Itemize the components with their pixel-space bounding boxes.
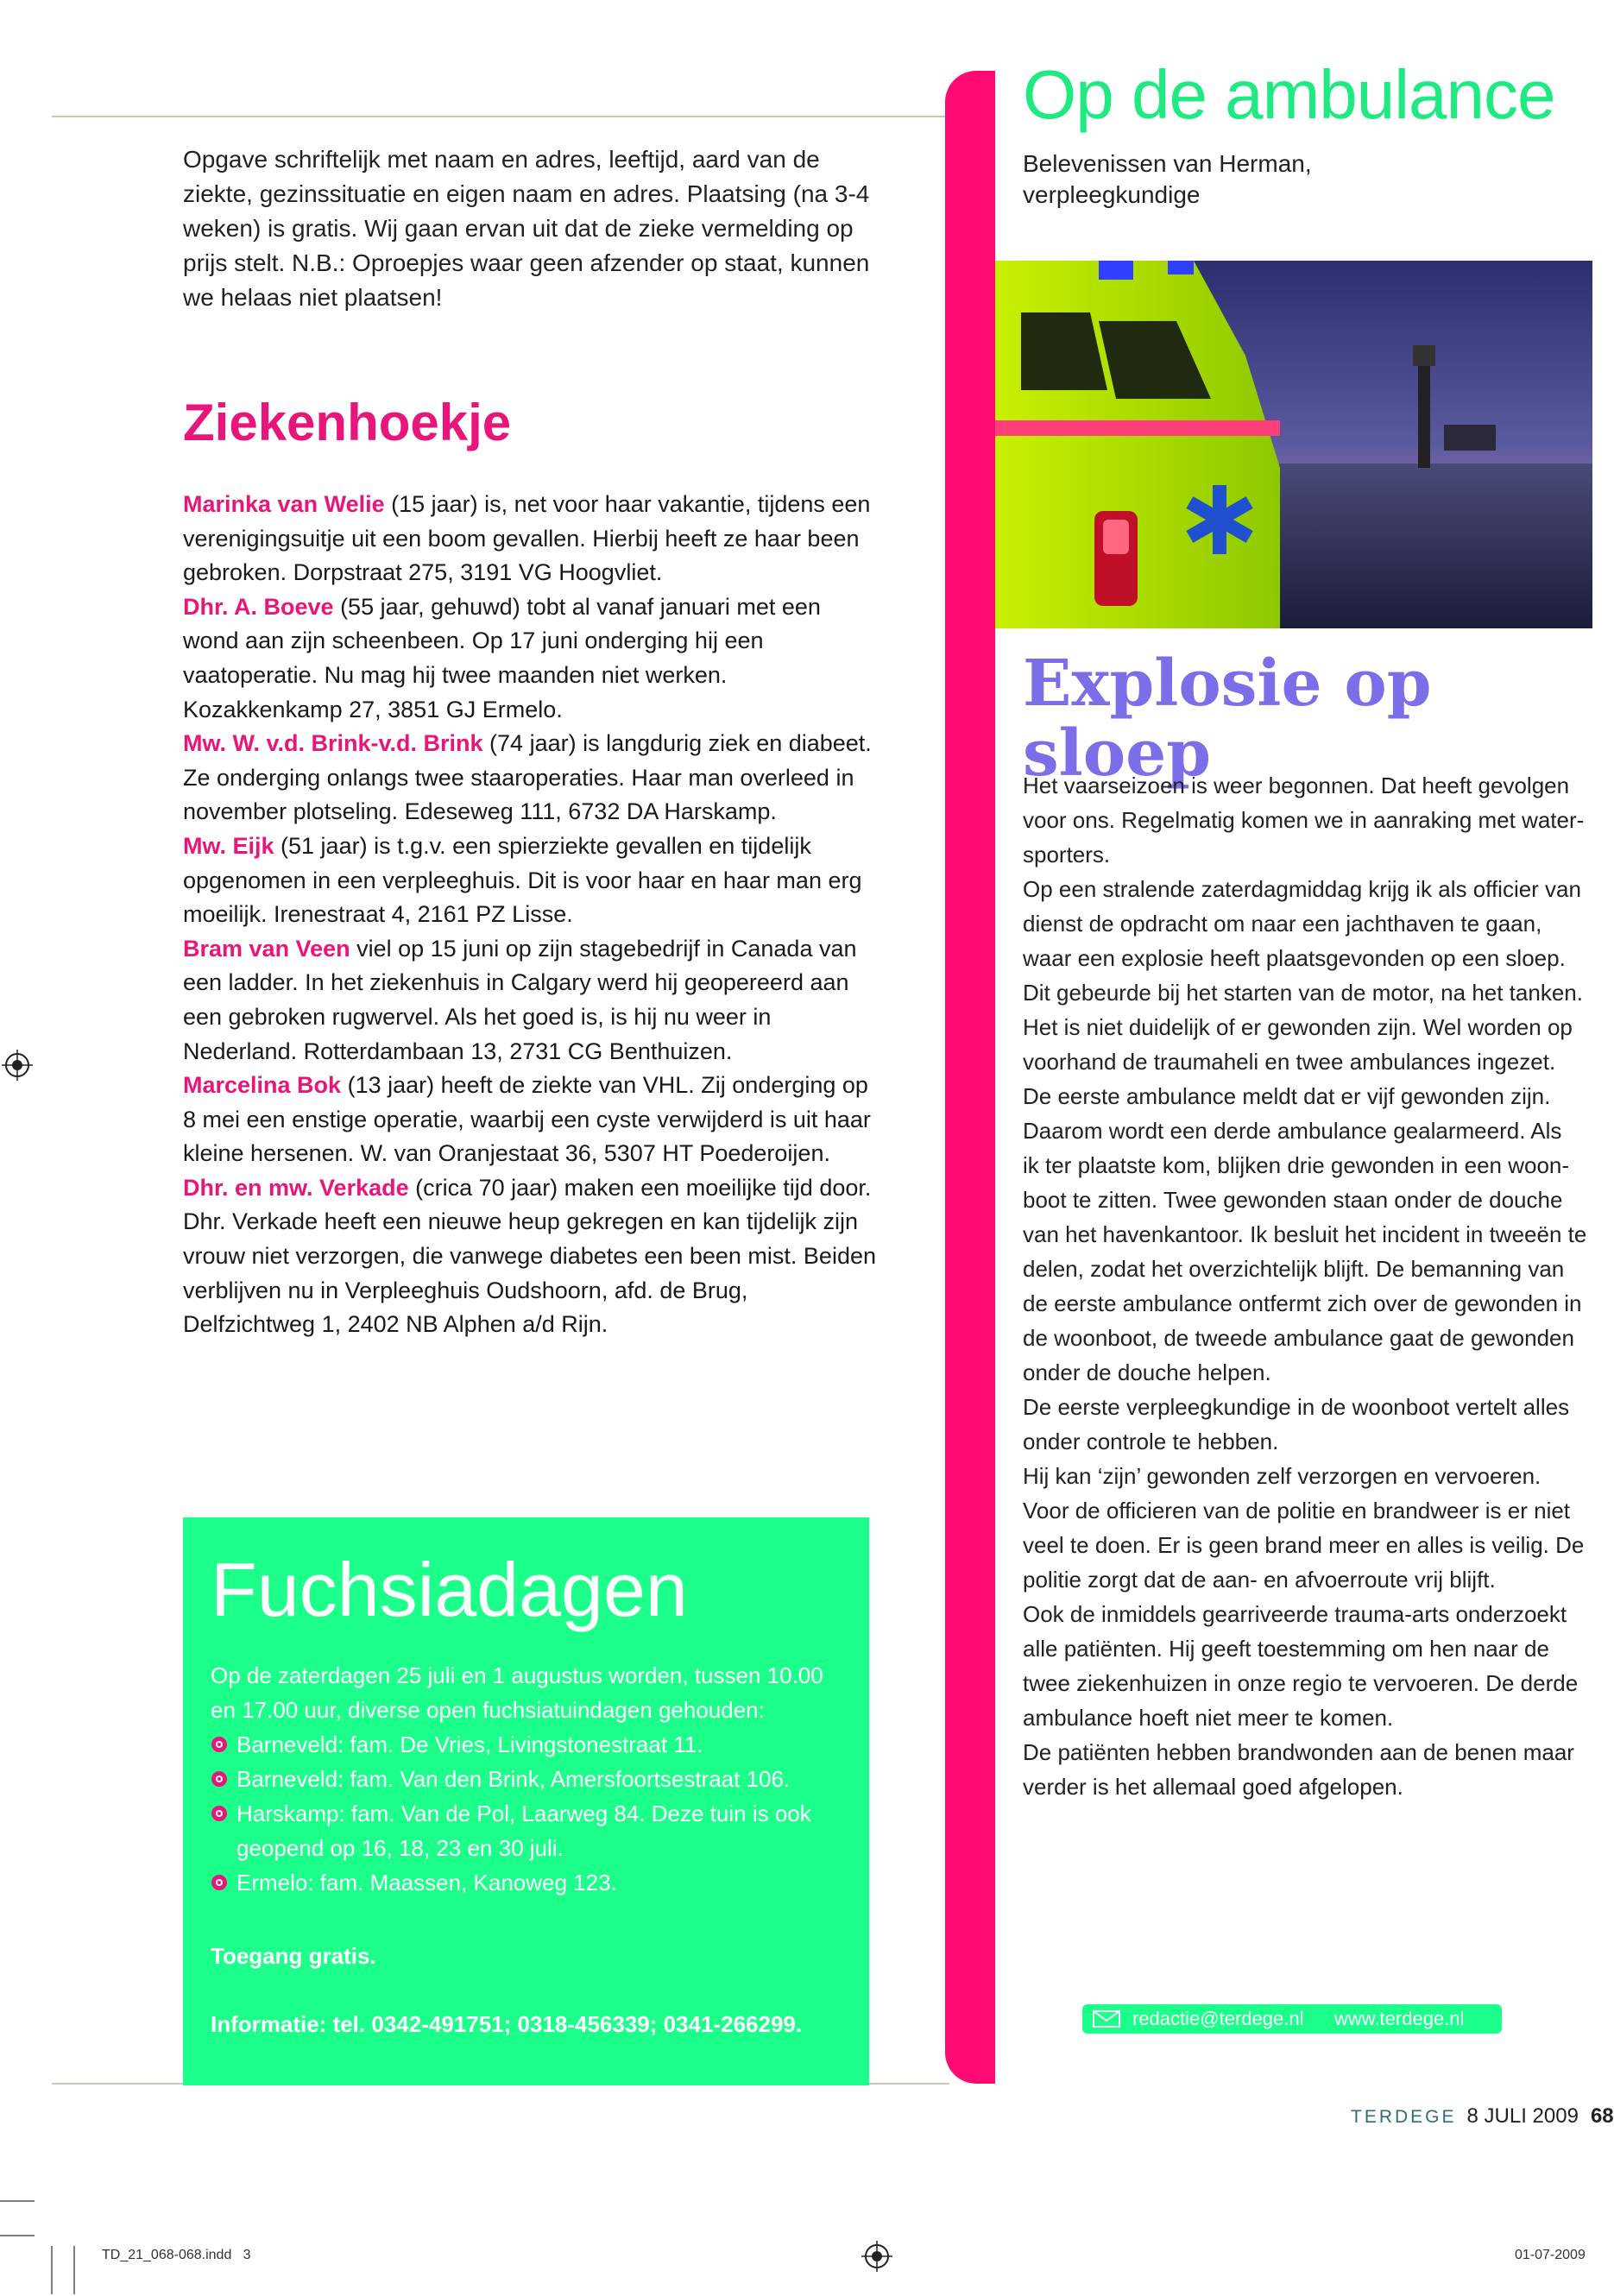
notice-name: Mw. Eijk	[183, 832, 274, 859]
notice-item	[183, 727, 882, 829]
fuchsia-item-text: Harskamp: fam. Van de Pol, Laarweg 84. Deze tuin is ook geopend op 16, 18, 23 en 30 juli.	[236, 1801, 811, 1861]
article-line: Dit gebeurde bij het starten van de motor, na het tanken.	[1023, 980, 1583, 1006]
flower-bullet-icon	[211, 1805, 228, 1822]
flower-bullet-icon	[211, 1770, 228, 1788]
notice-item	[183, 488, 882, 590]
article-line: veel te doen. Er is geen brand meer en alles is veilig. De	[1023, 1532, 1585, 1558]
footer-date: 8 JULI 2009	[1466, 2104, 1579, 2128]
crop-marks	[0, 2192, 86, 2296]
article-line: twee ziekenhuizen in onze regio te vervoeren. De derde	[1023, 1670, 1579, 1696]
ambulance-photo	[995, 261, 1592, 628]
fuchsia-info: Informatie: tel. 0342-491751; 0318-456339; 0341-266299.	[211, 2011, 803, 2037]
fuchsia-item-text: Barneveld: fam. Van den Brink, Amersfoortsestraat 106.	[236, 1766, 791, 1792]
fuchsia-list	[211, 1727, 849, 1900]
notice-text: (55 jaar, gehuwd) tobt al vanaf januari met een wond aan zijn scheenbeen. Op 17 juni onderging hij een vaatoperatie. Nu mag hij twee maanden niet werken. Kozakkenkamp 27, 3851 GJ Ermelo.	[183, 593, 821, 722]
article-line: De patiënten hebben brandwonden aan de benen maar	[1023, 1739, 1574, 1765]
article-line: ambulance hoeft niet meer te komen.	[1023, 1705, 1394, 1731]
fuchsia-box	[183, 1517, 869, 2085]
article-line: Het is niet duidelijk of er gewonden zijn. Wel worden op	[1023, 1014, 1573, 1040]
notice-name: Mw. W. v.d. Brink-v.d. Brink	[183, 730, 483, 757]
article-line: Voor de officieren van de politie en brandweer is er niet	[1023, 1498, 1571, 1523]
article-line: ik ter plaatste kom, blijken drie gewonden in een woon-	[1023, 1152, 1570, 1178]
article-line: onder de douche helpen.	[1023, 1359, 1271, 1385]
notice-item	[183, 932, 882, 1069]
section-title: Ziekenhoekje	[183, 394, 512, 451]
article-line: Het vaarseizoen is weer begonnen. Dat heeft gevolgen	[1023, 773, 1570, 798]
notice-name: Marcelina Bok	[183, 1072, 342, 1099]
article-line: de woonboot, de tweede ambulance gaat de gewonden	[1023, 1325, 1574, 1351]
contact-website-link[interactable]: www.terdege.nl	[1334, 2008, 1465, 2029]
article-line: Op een stralende zaterdagmiddag krijg ik als officier van	[1023, 876, 1581, 902]
article-line: verder is het allemaal goed afgelopen.	[1023, 1774, 1403, 1800]
article-line: boot te zitten. Twee gewonden staan onder de douche	[1023, 1187, 1563, 1213]
intro-text: Opgave schriftelijk met naam en adres, leeftijd, aard van de ziekte, gezinssituatie en eigen naam en adres. Plaatsing (na 3-4 weken) is gratis. Wij gaan ervan uit dat de zieke vermelding op prijs stelt. N.B.: Oproepjes waar geen afzender op staat, kunnen we helaas niet plaatsen!	[183, 146, 870, 311]
page-footer	[1351, 2104, 1614, 2129]
footer-magazine: TERDEGE	[1351, 2107, 1457, 2127]
article-line: de eerste ambulance ontfermt zich over de gewonden in	[1023, 1290, 1582, 1316]
article-line: dienst de opdracht om naar een jachthaven te gaan,	[1023, 911, 1542, 937]
notice-text: (15 jaar) is, net voor haar vakantie, tijdens een verenigingsuitje uit een boom gevallen. Hierbij heeft ze haar been gebroken. Dorpstraat 275, 3191 VG Hoogvliet.	[183, 491, 871, 586]
article-line: Ook de inmiddels gearriveerde trauma-arts onderzoekt	[1023, 1601, 1567, 1627]
notices-list	[183, 488, 882, 1342]
article-line: alle patiënten. Hij geeft toestemming om hen naar de	[1023, 1636, 1549, 1662]
flower-bullet-icon	[211, 1874, 228, 1891]
ambulance-illustration	[995, 261, 1592, 628]
slug-date: 01-07-2009	[1515, 2248, 1586, 2262]
notice-text: (74 jaar) is langdurig ziek en diabeet. Ze onderging onlangs twee staaroperaties. Haar man overleed in november plotseling. Edeseweg 111, 6732 DA Harskamp.	[183, 730, 872, 825]
article-line: voorhand de traumaheli en twee ambulances ingezet.	[1023, 1049, 1556, 1075]
notice-name: Bram van Veen	[183, 935, 350, 962]
article-line: onder controle te hebben.	[1023, 1429, 1279, 1454]
article-line: De eerste verpleegkundige in de woonboot vertelt alles	[1023, 1394, 1570, 1420]
fuchsia-list-item	[211, 1762, 849, 1796]
fuchsia-list-item	[211, 1796, 849, 1865]
fuchsia-admission: Toegang gratis.	[211, 1943, 376, 1969]
fuchsia-list-item	[211, 1727, 849, 1762]
article-body	[1023, 768, 1601, 1804]
column-title: Op de ambulance	[1023, 56, 1555, 133]
article-line: sporters.	[1023, 842, 1111, 867]
fuchsia-item-text: Barneveld: fam. De Vries, Livingstonestraat 11.	[236, 1731, 703, 1757]
notice-name: Dhr. en mw. Verkade	[183, 1174, 409, 1201]
article-line: Hij kan ‘zijn’ gewonden zelf verzorgen en vervoeren.	[1023, 1463, 1541, 1489]
notice-text: (51 jaar) is t.g.v. een spierziekte gevallen en tijdelijk opgenomen in een verpleeghuis. Dit is voor haar en haar man erg moeilijk. Irenestraat 4, 2161 PZ Lisse.	[183, 832, 862, 928]
article-title: Explosie op sloep	[1023, 647, 1432, 792]
pink-band	[945, 71, 995, 2084]
notice-item	[183, 590, 882, 727]
article-line: voor ons. Regelmatig komen we in aanraking met water-	[1023, 807, 1585, 833]
notice-text: (13 jaar) heeft de ziekte van VHL. Zij onderging op 8 mei een enstige operatie, waarbij een cyste verwijderd is uit haar kleine hersenen. W. van Oranjestaat 36, 5307 HT Poederoijen.	[183, 1072, 871, 1167]
notice-text: viel op 15 juni op zijn stagebedrijf in Canada van een ladder. In het ziekenhuis in Calgary werd hij geopereerd aan een gebroken rugwervel. Als het goed is, is hij nu weer in Nederland. Rotterdambaan 13, 2731 CG Benthuizen.	[183, 935, 857, 1064]
slug-filename: TD_21_068-068.indd 3	[102, 2248, 251, 2262]
top-rule	[52, 116, 949, 117]
fuchsia-item-text: Ermelo: fam. Maassen, Kanoweg 123.	[236, 1870, 617, 1895]
notice-name: Dhr. A. Boeve	[183, 593, 334, 620]
article-line: van het havenkantoor. Ik besluit het incident in tweeën te	[1023, 1221, 1587, 1247]
article-line: Daarom wordt een derde ambulance gealarmeerd. Als	[1023, 1118, 1562, 1144]
notice-name: Marinka van Welie	[183, 491, 385, 517]
flower-bullet-icon	[211, 1736, 228, 1753]
footer-page-number: 68	[1590, 2104, 1614, 2128]
notice-item	[183, 1069, 882, 1171]
article-line: politie zorgt dat de aan- en afvoerroute vrij blijft.	[1023, 1567, 1496, 1593]
article-line: waar een explosie heeft plaatsgevonden op een sloep.	[1023, 945, 1566, 971]
article-line: delen, zodat het overzichtelijk blijft. De bemanning van	[1023, 1256, 1565, 1282]
fuchsia-list-item	[211, 1865, 849, 1900]
fuchsia-intro: Op de zaterdagen 25 juli en 1 augustus worden, tussen 10.00 en 17.00 uur, diverse open fuchsiatuindagen gehouden:	[211, 1662, 823, 1723]
registration-mark-left-icon	[2, 1050, 33, 1081]
article-line: De eerste ambulance meldt dat er vijf gewonden zijn.	[1023, 1083, 1551, 1109]
contact-email-link[interactable]: redactie@terdege.nl	[1132, 2008, 1304, 2029]
registration-mark-bottom-icon	[861, 2241, 892, 2272]
contact-bar	[1082, 2004, 1502, 2034]
notice-item	[183, 1171, 882, 1342]
fuchsia-title: Fuchsiadagen	[211, 1547, 688, 1632]
mail-icon	[1093, 2010, 1120, 2028]
notice-text: (crica 70 jaar) maken een moeilijke tijd door. Dhr. Verkade heeft een nieuwe heup gekregen en kan tijdelijk zijn vrouw niet verzorgen, die vanwege diabetes een been mist. Beiden verblijven nu in Verpleeghuis Oudshoorn, afd. de Brug, Delfzichtweg 1, 2402 NB Alphen a/d Rijn.	[183, 1174, 876, 1338]
column-subtitle: Belevenissen van Herman, verpleegkundige	[1023, 150, 1312, 208]
notice-item	[183, 829, 882, 932]
